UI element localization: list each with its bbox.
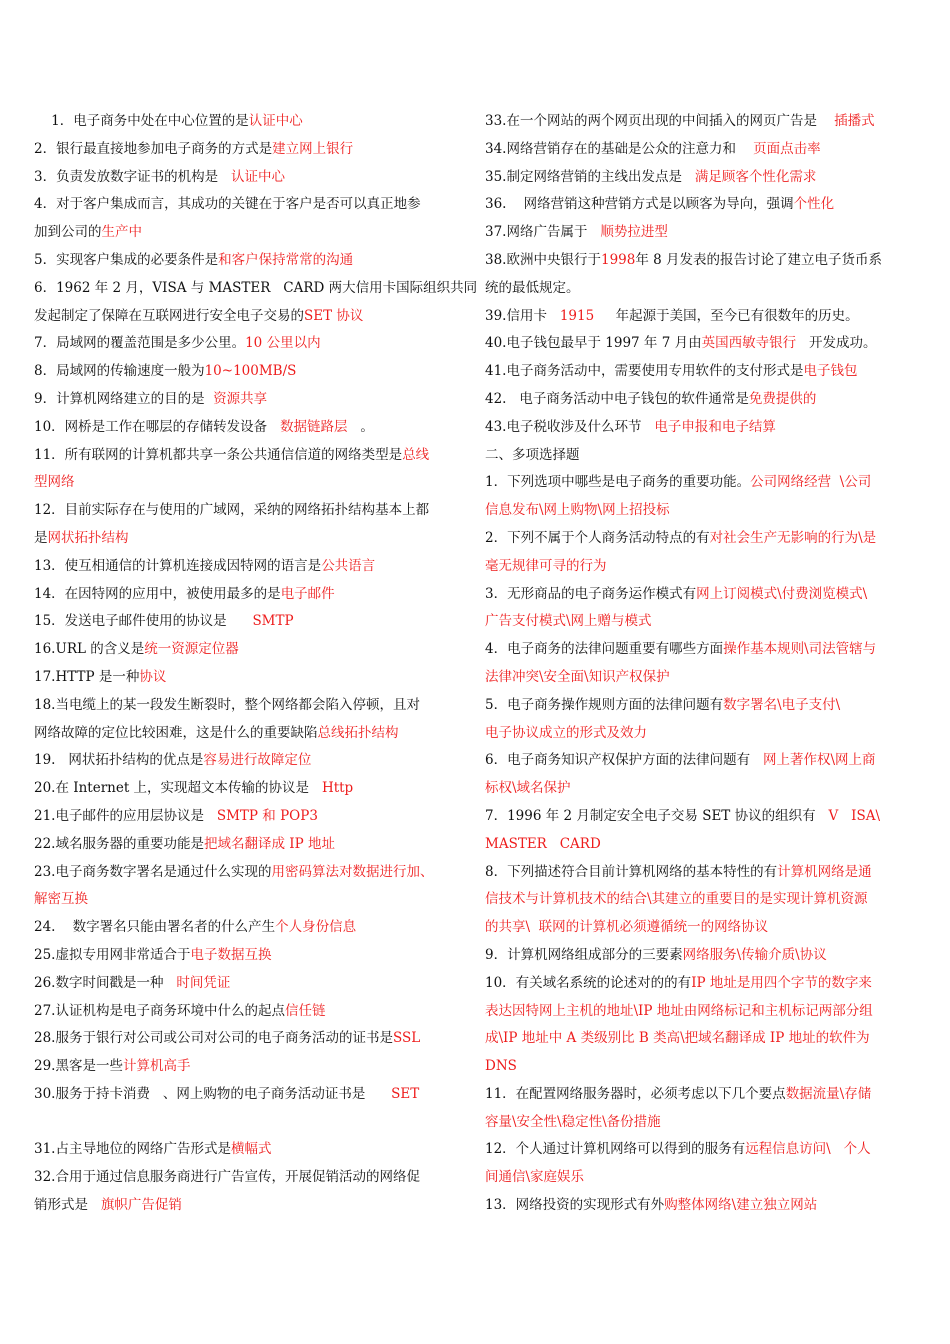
answer-text: 广告支付模式\网上赠与模式 bbox=[485, 613, 652, 630]
question-text: 27.认证机构是电子商务环境中什么的起点 bbox=[34, 1002, 285, 1019]
text-line bbox=[34, 1164, 454, 1192]
question-text: 38.欧洲中央银行于 bbox=[485, 251, 601, 268]
text-line bbox=[34, 1136, 454, 1164]
text-line bbox=[485, 136, 905, 164]
answer-text: MASTER CARD bbox=[485, 835, 601, 852]
text-line bbox=[34, 831, 454, 859]
answer-text: 标权\域名保护 bbox=[485, 780, 571, 797]
text-line bbox=[34, 803, 454, 831]
text-line bbox=[485, 720, 905, 748]
question-text: 2．下列不属于个人商务活动特点的有 bbox=[485, 529, 710, 546]
text-line bbox=[485, 219, 905, 247]
text-line bbox=[34, 386, 454, 414]
text-line bbox=[34, 358, 454, 386]
question-text: 29.黑客是一些 bbox=[34, 1058, 123, 1075]
text-line bbox=[485, 330, 905, 358]
text-line bbox=[485, 692, 905, 720]
text-line bbox=[34, 247, 454, 275]
answer-text: 电子申报和电子结算 bbox=[654, 418, 776, 435]
answer-text: 1998 bbox=[600, 251, 636, 268]
text-line bbox=[34, 330, 454, 358]
answer-text: 公共语言 bbox=[321, 557, 376, 574]
text-line bbox=[34, 886, 454, 914]
answer-text: 计算机高手 bbox=[122, 1058, 191, 1075]
text-line bbox=[485, 1081, 905, 1109]
answer-text: 信息发布\网上购物\网上招投标 bbox=[485, 502, 670, 519]
question-text: 8．下列描述符合目前计算机网络的基本特性的有 bbox=[485, 863, 778, 880]
answer-text: 横幅式 bbox=[230, 1141, 272, 1158]
answer-text: 网上著作权\网上商 bbox=[762, 752, 876, 769]
answer-text: 电子钱包 bbox=[803, 363, 858, 380]
answer-text: 法律冲突\安全面\知识产权保护 bbox=[485, 668, 670, 685]
text-line bbox=[34, 108, 454, 136]
question-text: 9．计算机网络组成部分的三要素 bbox=[485, 946, 683, 963]
text-line bbox=[485, 859, 905, 887]
question-text: 39.信用卡 bbox=[485, 307, 560, 324]
answer-text: 认证中心 bbox=[230, 168, 285, 185]
text-line bbox=[485, 1053, 905, 1081]
question-text: 41.电子商务活动中，需要使用专用软件的支付形式是 bbox=[485, 363, 804, 380]
answer-text: 顺势拉进型 bbox=[600, 224, 668, 241]
question-text: 2．银行最直接地参加电子商务的方式是 bbox=[34, 140, 273, 157]
answer-text: 操作基本规则\司法管辖与 bbox=[723, 641, 877, 658]
text-line bbox=[485, 247, 905, 275]
answer-text: 间通信\家庭娱乐 bbox=[485, 1169, 585, 1186]
question-text: 37.网络广告属于 bbox=[485, 224, 601, 241]
right-column bbox=[485, 108, 905, 1220]
answer-text: 购整体网络\建立独立网站 bbox=[664, 1197, 818, 1214]
answer-text: 电子数据互换 bbox=[190, 946, 272, 963]
question-text: 10．有关域名系统的论述对的的有 bbox=[485, 974, 692, 991]
answer-text: DNS bbox=[485, 1058, 517, 1075]
text-line bbox=[34, 859, 454, 887]
answer-text: 型网络 bbox=[34, 474, 75, 491]
answer-text: 统一资源定位器 bbox=[144, 641, 239, 658]
question-text: 24. 数字署名只能由署名者的什么产生 bbox=[34, 919, 276, 936]
question-text: 12．个人通过计算机网络可以得到的服务有 bbox=[485, 1141, 746, 1158]
answer-text: 页面点击率 bbox=[753, 140, 821, 157]
answer-text: 10~100MB/S bbox=[204, 363, 297, 380]
question-text: 3．无形商品的电子商务运作模式有 bbox=[485, 585, 697, 602]
answer-text: 英国西敏寺银行 bbox=[701, 335, 797, 352]
question-text: 20.在 Internet 上，实现超文本传输的协议是 bbox=[34, 780, 322, 797]
answer-text: 插播式 bbox=[834, 113, 875, 129]
question-text: 11．在配置网络服务器时，必须考虑以下几个要点 bbox=[485, 1085, 786, 1102]
answer-text: 满足顾客个性化需求 bbox=[694, 168, 817, 185]
answer-text: 协议 bbox=[139, 668, 167, 685]
question-text: 26.数字时间戳是一种 bbox=[34, 974, 177, 991]
text-line bbox=[485, 108, 905, 136]
answer-text: 数据流量\存储 bbox=[785, 1085, 872, 1102]
question-text: 25.虚拟专用网非常适合于 bbox=[34, 946, 191, 963]
text-line bbox=[485, 414, 905, 442]
text-line bbox=[485, 664, 905, 692]
question-text: 28.服务于银行对公司或公司对公司的电子商务活动的证书是 bbox=[34, 1030, 393, 1047]
text-line bbox=[34, 553, 454, 581]
question-text: 40.电子钱包最早于 1997 年 7 月由 bbox=[485, 335, 702, 352]
answer-text: 个人身份信息 bbox=[275, 919, 357, 936]
question-text: 30.服务于持卡消费 、网上购物的电子商务活动证书是 bbox=[34, 1085, 392, 1102]
text-line bbox=[485, 970, 905, 998]
question-text: 21.电子邮件的应用层协议是 bbox=[34, 807, 217, 824]
text-line bbox=[485, 497, 905, 525]
question-text: 8．局域网的传输速度一般为 bbox=[34, 363, 205, 380]
text-line bbox=[485, 1136, 905, 1164]
text-line bbox=[485, 747, 905, 775]
answer-text: 信技术与计算机技术的结合\其建立的重要目的是实现计算机资源 bbox=[485, 891, 868, 908]
answer-text: SMTP 和 POP3 bbox=[216, 807, 318, 824]
question-text: 6．1962 年 2 月，VISA 与 MASTER CARD 两大信用卡国际组织共同 bbox=[34, 279, 478, 296]
question-text: 12．目前实际存在与使用的广域网，采纳的网络拓扑结构基本上都 bbox=[34, 502, 430, 519]
text-line bbox=[34, 1081, 454, 1109]
answer-text: 认证中心 bbox=[248, 113, 303, 129]
answer-text: 毫无规律可寻的行为 bbox=[485, 557, 607, 574]
text-line bbox=[34, 1053, 454, 1081]
answer-text: 电子邮件 bbox=[280, 585, 335, 602]
question-text: 33.在一个网站的两个网页出现的中间插入的网页广告是 bbox=[485, 113, 835, 129]
text-line bbox=[34, 303, 454, 331]
text-line bbox=[485, 164, 905, 192]
text-line bbox=[485, 831, 905, 859]
question-text: 是 bbox=[34, 529, 48, 546]
text-line bbox=[34, 636, 454, 664]
text-line bbox=[34, 998, 454, 1026]
question-text: 19. 网状拓扑结构的优点是 bbox=[34, 752, 204, 769]
answer-text: Http bbox=[321, 780, 354, 797]
text-line bbox=[485, 636, 905, 664]
question-text: 9．计算机网络建立的目的是 bbox=[34, 390, 214, 407]
question-text: 13．使互相通信的计算机连接成因特网的语言是 bbox=[34, 557, 322, 574]
question-text: 23.电子商务数字署名是通过什么实现的 bbox=[34, 863, 272, 880]
question-text: 11．所有联网的计算机都共享一条公共通信信道的网络类型是 bbox=[34, 446, 403, 463]
text-line bbox=[485, 942, 905, 970]
text-line bbox=[34, 775, 454, 803]
text-line bbox=[34, 136, 454, 164]
question-text: 22.域名服务器的重要功能是 bbox=[34, 835, 204, 852]
answer-text: 公司网络经营 \公司 bbox=[750, 474, 872, 491]
question-text: 13．网络投资的实现形式有外 bbox=[485, 1197, 665, 1214]
question-text: 32.合用于通过信息服务商进行广告宣传，开展促销活动的网络促 bbox=[34, 1169, 420, 1186]
answer-text: 用密码算法对数据进行加、 bbox=[271, 863, 434, 880]
text-line bbox=[485, 775, 905, 803]
question-text: 开发成功。 bbox=[796, 335, 877, 352]
question-text: 。 bbox=[347, 418, 374, 435]
text-line bbox=[34, 692, 454, 720]
text-line bbox=[34, 942, 454, 970]
question-text: 43.电子税收涉及什么环节 bbox=[485, 418, 655, 435]
text-line bbox=[485, 553, 905, 581]
answer-text: 网上订阅模式\付费浏览模式\ bbox=[696, 585, 868, 602]
question-text: 6．电子商务知识产权保护方面的法律问题有 bbox=[485, 752, 763, 769]
answer-text: 网络服务\传输介质\协议 bbox=[682, 946, 827, 963]
text-line bbox=[485, 1164, 905, 1192]
answer-text: 表达因特网上主机的地址\IP 地址由网络标记和主机标记两部分组 bbox=[485, 1002, 873, 1019]
question-text: 18.当电缆上的某一段发生断裂时，整个网络都会陷入停顿，且对 bbox=[34, 696, 420, 713]
answer-text: 容量\安全性\稳定性\备份措施 bbox=[485, 1113, 661, 1130]
text-line bbox=[485, 303, 905, 331]
answer-text: 数据链路层 bbox=[280, 418, 348, 435]
text-line bbox=[485, 525, 905, 553]
text-line bbox=[34, 414, 454, 442]
text-line bbox=[485, 386, 905, 414]
text-line bbox=[485, 442, 905, 470]
question-text: 7．1996 年 2 月制定安全电子交易 SET 协议的组织有 bbox=[485, 807, 829, 824]
text-line bbox=[34, 219, 454, 247]
answer-text: 把域名翻译成 IP 地址 bbox=[203, 835, 335, 852]
question-text: 10．网桥是工作在哪层的存储转发设备 bbox=[34, 418, 281, 435]
question-text: 年起源于美国，至今已有很数年的历史。 bbox=[594, 307, 859, 324]
answer-text: IP 地址是用四个字节的数字来 bbox=[691, 974, 872, 991]
answer-text: 10 公里以内 bbox=[245, 335, 321, 352]
text-line bbox=[34, 1025, 454, 1053]
answer-text: 电子协议成立的形式及效力 bbox=[485, 724, 647, 741]
question-text: 5．实现客户集成的必要条件是 bbox=[34, 251, 219, 268]
text-line bbox=[485, 469, 905, 497]
answer-text: 数字署名\电子支付\ bbox=[723, 696, 841, 713]
question-text: 34.网络营销存在的基础是公众的注意力和 bbox=[485, 140, 754, 157]
answer-text: 1915 bbox=[559, 307, 595, 324]
question-text: 42. 电子商务活动中电子钱包的软件通常是 bbox=[485, 390, 749, 407]
text-line bbox=[485, 998, 905, 1026]
answer-text: 成\IP 地址中 A 类级别比 B 类高\把域名翻译成 IP 地址的软件为 bbox=[485, 1030, 870, 1047]
text-line bbox=[485, 1109, 905, 1137]
question-text: 14．在因特网的应用中，被使用最多的是 bbox=[34, 585, 281, 602]
question-text: 统的最低规定。 bbox=[485, 279, 580, 296]
question-text: 二、多项选择题 bbox=[485, 446, 580, 463]
text-line bbox=[34, 525, 454, 553]
answer-text: 解密互换 bbox=[34, 891, 88, 908]
question-text: 加到公司的 bbox=[34, 224, 102, 241]
answer-text: SMTP bbox=[252, 613, 294, 630]
answer-text: 总线 bbox=[402, 446, 430, 463]
answer-text: 旗帜广告促销 bbox=[100, 1197, 182, 1214]
answer-text: 计算机网络是通 bbox=[777, 863, 872, 880]
question-text: 36. 网络营销这种营销方式是以顾客为导向，强调 bbox=[485, 196, 794, 213]
answer-text: 的共享\ 联网的计算机必须遵循统一的网络协议 bbox=[485, 919, 769, 936]
question-text: 销形式是 bbox=[34, 1197, 101, 1214]
question-text: 4．电子商务的法律问题重要有哪些方面 bbox=[485, 641, 724, 658]
answer-text: 和客户保持常常的沟通 bbox=[218, 251, 354, 268]
text-line bbox=[485, 1025, 905, 1053]
text-line bbox=[34, 275, 478, 303]
text-line bbox=[34, 720, 454, 748]
question-text: 16.URL 的含义是 bbox=[34, 641, 145, 658]
left-column bbox=[34, 108, 478, 1220]
text-line bbox=[34, 608, 454, 636]
text-line bbox=[485, 275, 905, 303]
answer-text: 个性化 bbox=[793, 196, 835, 213]
answer-text: 容易进行故障定位 bbox=[203, 752, 312, 769]
question-text: 3．负责发放数字证书的机构是 bbox=[34, 168, 231, 185]
answer-text: 对社会生产无影响的行为\是 bbox=[709, 529, 877, 546]
text-line bbox=[34, 747, 454, 775]
answer-text: 信任链 bbox=[284, 1002, 326, 1019]
question-text: 网络故障的定位比较困难，这是什么的重要缺陷 bbox=[34, 724, 318, 741]
answer-text: 时间凭证 bbox=[176, 974, 231, 991]
answer-text: 资源共享 bbox=[213, 390, 268, 407]
question-text: 35.制定网络营销的主线出发点是 bbox=[485, 168, 695, 185]
text-line bbox=[485, 886, 905, 914]
answer-text: 免费提供的 bbox=[748, 390, 817, 407]
text-line bbox=[34, 970, 454, 998]
question-text: 4．对于客户集成而言，其成功的关键在于客户是否可以真正地参 bbox=[34, 196, 421, 213]
text-line bbox=[34, 469, 454, 497]
question-text: 17.HTTP 是一种 bbox=[34, 668, 140, 685]
text-line bbox=[485, 914, 905, 942]
question-text: 1．下列选项中哪些是电子商务的重要功能。 bbox=[485, 474, 751, 491]
answer-text: SSL bbox=[392, 1030, 421, 1047]
question-text: 15．发送电子邮件使用的协议是 bbox=[34, 613, 253, 630]
answer-text: 网状拓扑结构 bbox=[47, 529, 129, 546]
question-text: 5．电子商务操作规则方面的法律问题有 bbox=[485, 696, 724, 713]
text-line bbox=[34, 191, 454, 219]
question-text: 31.占主导地位的网络广告形式是 bbox=[34, 1141, 231, 1158]
question-text: 1．电子商务中处在中心位置的是 bbox=[34, 113, 249, 129]
answer-text: V ISA\ bbox=[828, 807, 880, 824]
text-line bbox=[485, 358, 905, 386]
text-line bbox=[485, 191, 905, 219]
text-line bbox=[485, 1192, 905, 1220]
text-line bbox=[34, 664, 454, 692]
answer-text: 远程信息访问\ 个人 bbox=[745, 1141, 871, 1158]
answer-text: 生产中 bbox=[101, 224, 142, 241]
text-line bbox=[485, 581, 905, 609]
text-line bbox=[34, 581, 454, 609]
answer-text: 总线拓扑结构 bbox=[317, 724, 399, 741]
answer-text: 建立网上银行 bbox=[272, 140, 354, 157]
question-text: 发起制定了保障在互联网进行安全电子交易的 bbox=[34, 307, 304, 324]
text-line bbox=[34, 1109, 454, 1137]
answer-text: SET bbox=[391, 1085, 420, 1102]
text-line bbox=[34, 442, 454, 470]
text-line bbox=[34, 497, 454, 525]
text-line bbox=[34, 164, 454, 192]
text-line bbox=[34, 914, 454, 942]
question-text: 7．局域网的覆盖范围是多少公里。 bbox=[34, 335, 246, 352]
text-line bbox=[485, 803, 905, 831]
question-text: 年 8 月发表的报告讨论了建立电子货币系 bbox=[635, 251, 883, 268]
text-line bbox=[34, 1192, 454, 1220]
answer-text: SET 协议 bbox=[304, 307, 364, 324]
text-line bbox=[485, 608, 905, 636]
